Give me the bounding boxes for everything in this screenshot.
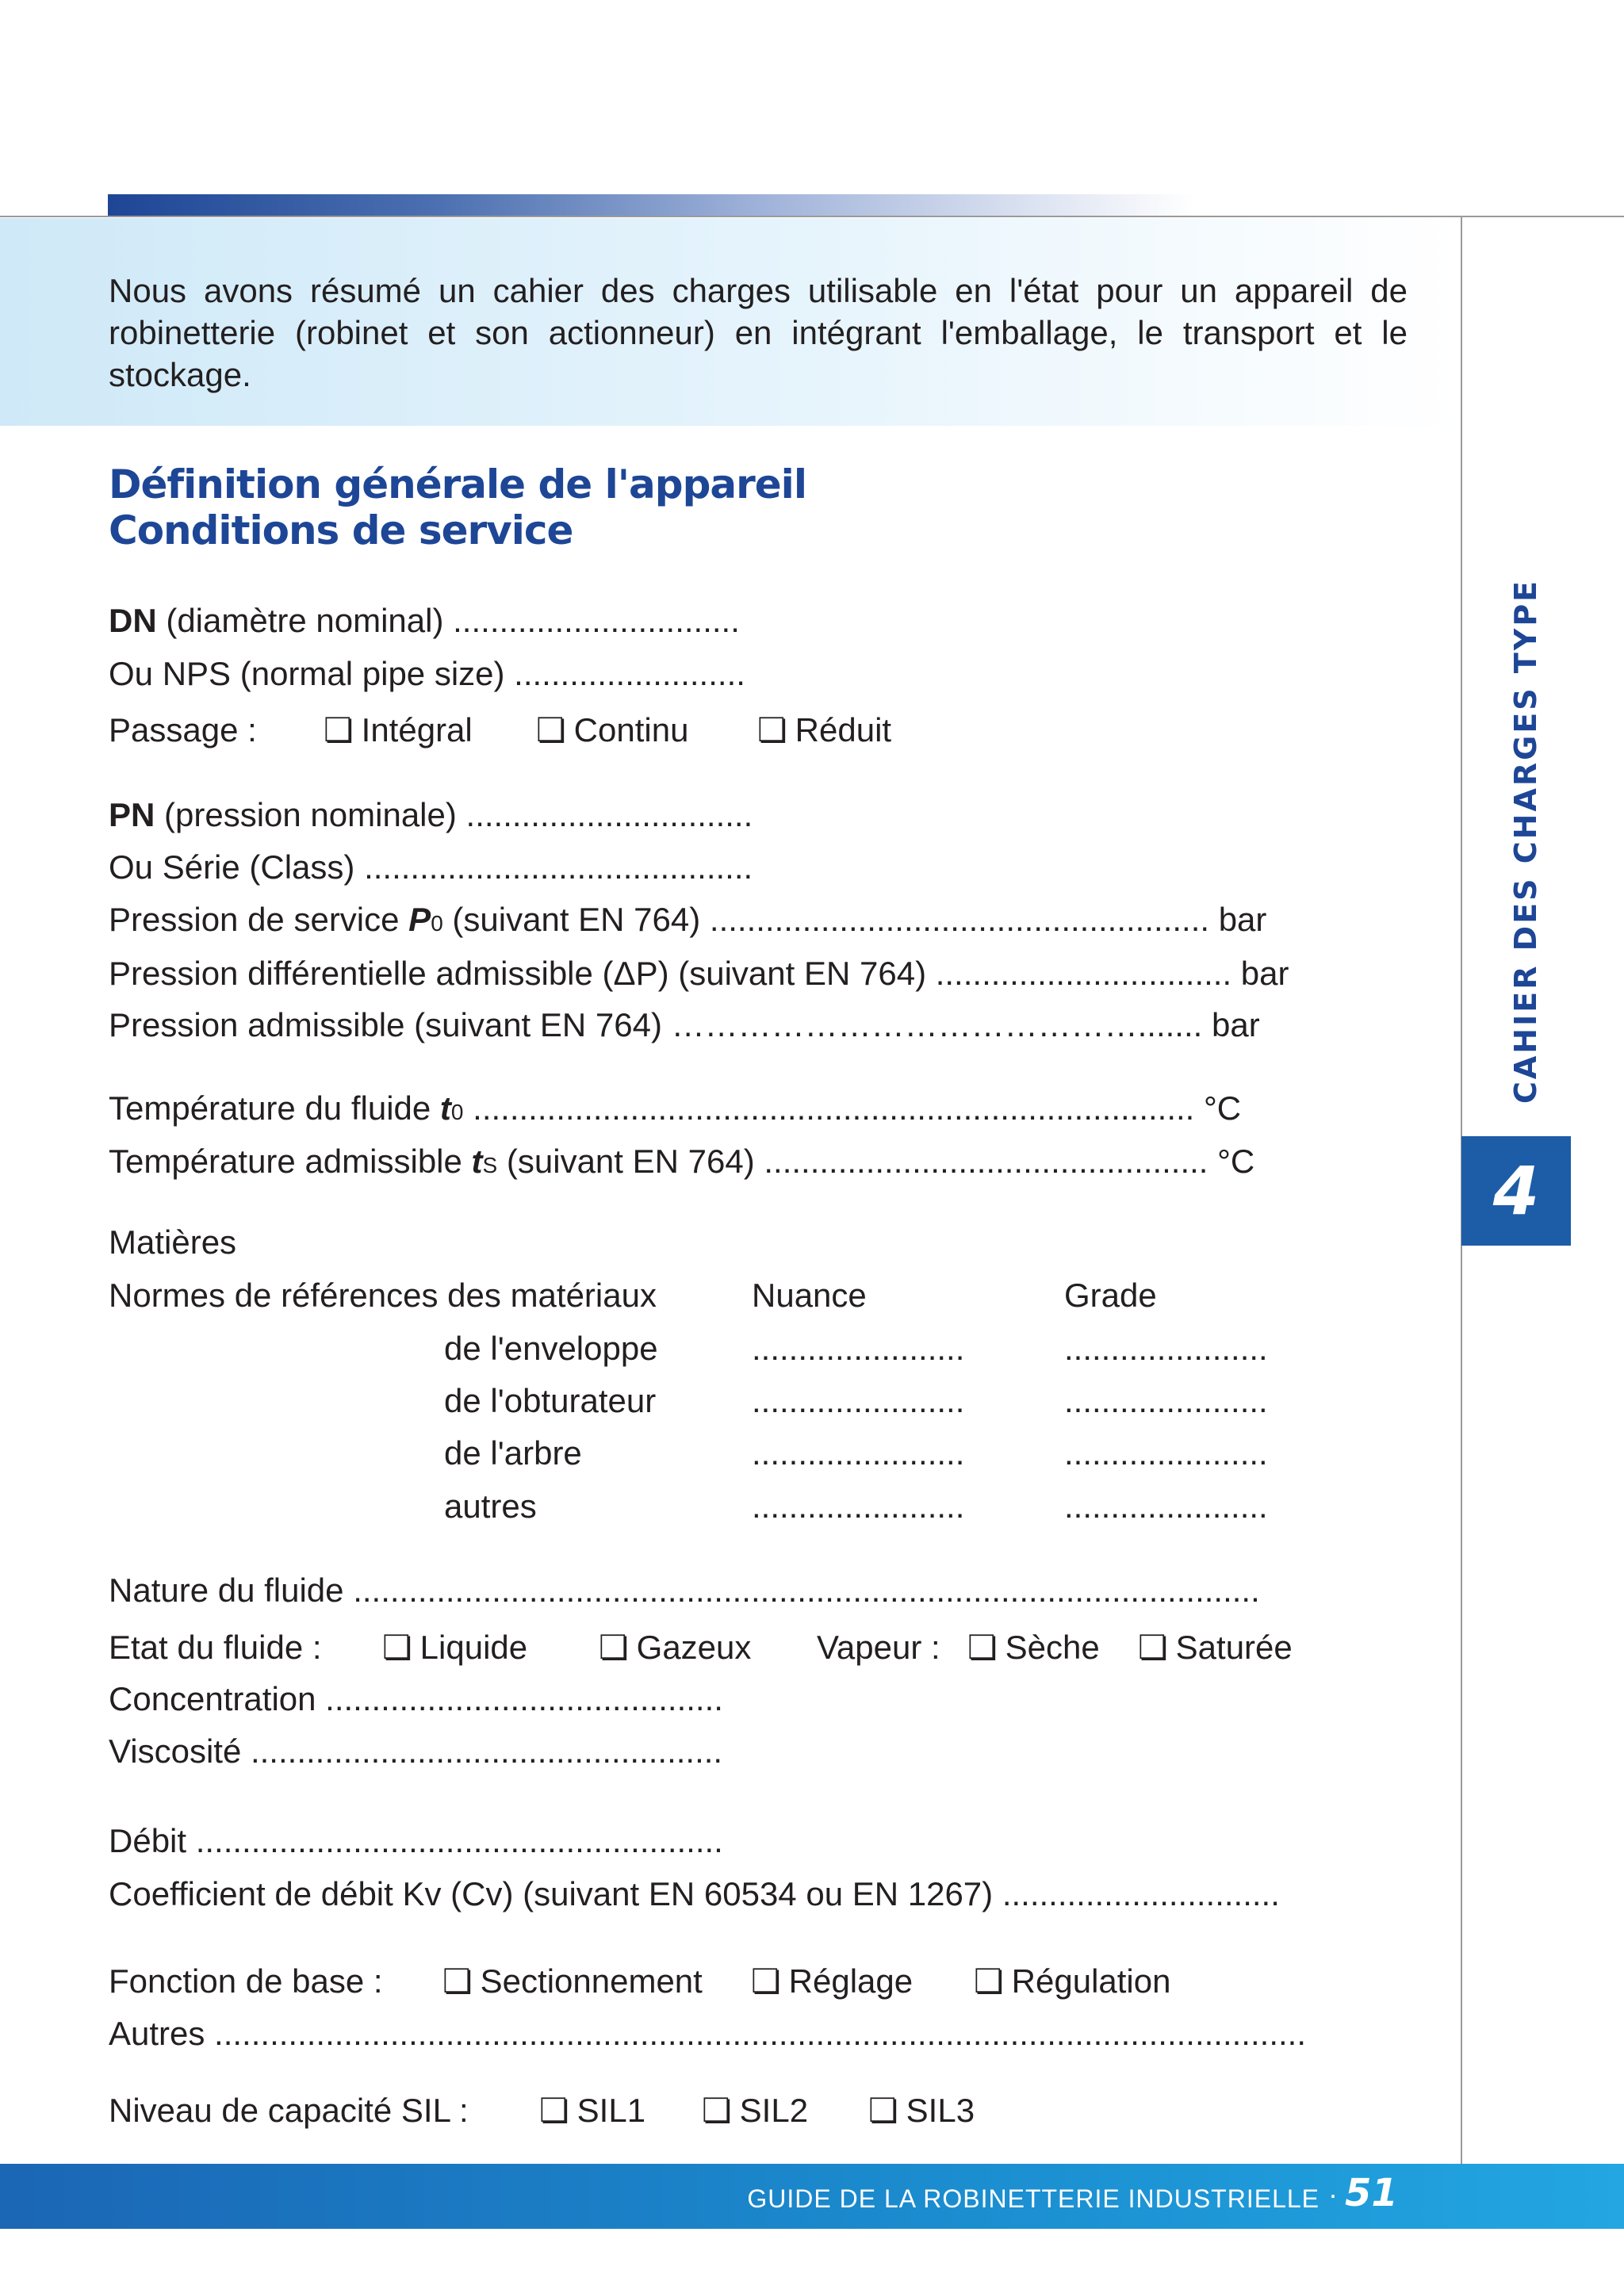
- sil2-checkbox[interactable]: ❏ SIL2: [702, 2091, 808, 2130]
- material-nuance-field[interactable]: .......................: [752, 1434, 965, 1472]
- autres-field[interactable]: Autres ......................................................................................................................: [109, 2015, 1306, 2052]
- header-rule: [0, 216, 1624, 217]
- fonction-reglage-checkbox[interactable]: ❏ Réglage: [751, 1962, 913, 2001]
- vapeur-label: Vapeur :: [817, 1629, 940, 1666]
- etat-fluide-label: Etat du fluide :: [109, 1629, 322, 1666]
- ts-symbol: t: [471, 1143, 483, 1180]
- material-nuance-field[interactable]: .......................: [752, 1382, 965, 1419]
- passage-continu-checkbox[interactable]: ❏ Continu: [536, 710, 688, 750]
- material-nuance-field[interactable]: .......................: [752, 1330, 965, 1367]
- material-grade-field[interactable]: ......................: [1064, 1330, 1268, 1367]
- intro-text: Nous avons résumé un cahier des charges utilisable en l'état pour un appareil de robinetterie (robinet et son actionneur) en intégrant l'emballage, le transport et le stockage.: [109, 272, 1408, 393]
- dn-field[interactable]: [109, 601, 740, 641]
- fonction-label: Fonction de base :: [109, 1962, 383, 2000]
- coefficient-debit-field[interactable]: Coefficient de débit Kv (Cv) (suivant EN 60534 ou EN 1267) ..............................: [109, 1875, 1280, 1912]
- footer-separator: ·: [1328, 2178, 1338, 2211]
- material-row-label: de l'obturateur: [444, 1382, 657, 1419]
- pression-service-label: Pression de service: [109, 901, 409, 938]
- chapter-number-badge: 4: [1461, 1136, 1571, 1246]
- material-row-label: de l'enveloppe: [444, 1330, 658, 1367]
- grade-column-header: Grade: [1064, 1277, 1157, 1314]
- serie-field[interactable]: Ou Série (Class) ..........................................: [109, 848, 753, 886]
- t-subscript: 0: [450, 1100, 464, 1124]
- matieres-label: Matières: [109, 1223, 237, 1261]
- nps-field[interactable]: Ou NPS (normal pipe size) .........................: [109, 655, 745, 692]
- nuance-column-header: Nuance: [752, 1277, 867, 1314]
- chapter-side-label: CAHIER DES CHARGES TYPE: [1508, 578, 1543, 1104]
- material-grade-field[interactable]: ......................: [1064, 1434, 1268, 1472]
- sil1-checkbox[interactable]: ❏ SIL1: [539, 2091, 645, 2130]
- dn-abbr: DN: [109, 602, 157, 639]
- fonction-regulation-checkbox[interactable]: ❏ Régulation: [974, 1962, 1170, 2001]
- p-subscript: 0: [431, 911, 443, 936]
- material-grade-field[interactable]: ......................: [1064, 1382, 1268, 1419]
- etat-liquide-checkbox[interactable]: ❏ Liquide: [382, 1628, 527, 1667]
- temperature-fluide-label: Température du fluide: [109, 1089, 440, 1127]
- page-number: 51: [1345, 2171, 1398, 2215]
- pn-abbr: PN: [109, 796, 155, 833]
- sil3-checkbox[interactable]: ❏ SIL3: [868, 2091, 975, 2130]
- viscosite-field[interactable]: Viscosité ...................................................: [109, 1732, 723, 1770]
- pression-service-suffix: (suivant EN 764) ...................................................... bar: [442, 901, 1267, 938]
- t-symbol: t: [439, 1089, 451, 1127]
- ts-subscript: S: [482, 1153, 498, 1177]
- temperature-admissible-label: Température admissible: [109, 1143, 472, 1180]
- header-gradient-bar: [108, 194, 1194, 216]
- material-row-label: autres: [444, 1487, 537, 1525]
- material-nuance-field[interactable]: .......................: [752, 1487, 965, 1525]
- temperature-fluide-field[interactable]: [109, 1089, 1241, 1132]
- sil-label: Niveau de capacité SIL :: [109, 2092, 469, 2129]
- material-row-label: de l'arbre: [444, 1434, 582, 1472]
- vapeur-seche-checkbox[interactable]: ❏ Sèche: [967, 1628, 1100, 1667]
- fonction-sectionnement-checkbox[interactable]: ❏ Sectionnement: [442, 1962, 703, 2001]
- concentration-field[interactable]: Concentration ...........................................: [109, 1680, 723, 1717]
- temperature-fluide-suffix: .............................................................................. °C: [463, 1089, 1242, 1127]
- pression-admissible-field[interactable]: Pression admissible (suivant EN 764) ……………………………………....... bar: [109, 1006, 1260, 1043]
- pn-text: (pression nominale) ...............................: [155, 796, 753, 833]
- temperature-admissible-field[interactable]: [109, 1142, 1254, 1185]
- nature-fluide-field[interactable]: Nature du fluide ..................................................................................................: [109, 1572, 1260, 1609]
- temperature-admissible-suffix: (suivant EN 764) ................................................ °C: [497, 1143, 1255, 1180]
- dn-text: (diamètre nominal) ...............................: [156, 602, 740, 639]
- footer-title: GUIDE DE LA ROBINETTERIE INDUSTRIELLE: [747, 2184, 1320, 2213]
- passage-label: Passage :: [109, 711, 257, 748]
- passage-integral-checkbox[interactable]: ❏ Intégral: [324, 710, 473, 750]
- pression-differentielle-field[interactable]: Pression différentielle admissible (ΔP) (suivant EN 764) ................................ bar: [109, 955, 1289, 992]
- material-grade-field[interactable]: ......................: [1064, 1487, 1268, 1525]
- vapeur-saturee-checkbox[interactable]: ❏ Saturée: [1138, 1628, 1293, 1667]
- normes-label: Normes de références des matériaux: [109, 1277, 657, 1314]
- pn-field[interactable]: [109, 795, 753, 835]
- debit-field[interactable]: Débit .........................................................: [109, 1822, 723, 1859]
- etat-gazeux-checkbox[interactable]: ❏ Gazeux: [599, 1628, 751, 1667]
- pression-service-field[interactable]: [109, 900, 1266, 944]
- section-heading-conditions: Conditions de service: [109, 507, 573, 553]
- passage-reduit-checkbox[interactable]: ❏ Réduit: [757, 710, 891, 750]
- section-heading-definition: Définition générale de l'appareil: [109, 461, 806, 507]
- p-symbol: P: [408, 901, 431, 938]
